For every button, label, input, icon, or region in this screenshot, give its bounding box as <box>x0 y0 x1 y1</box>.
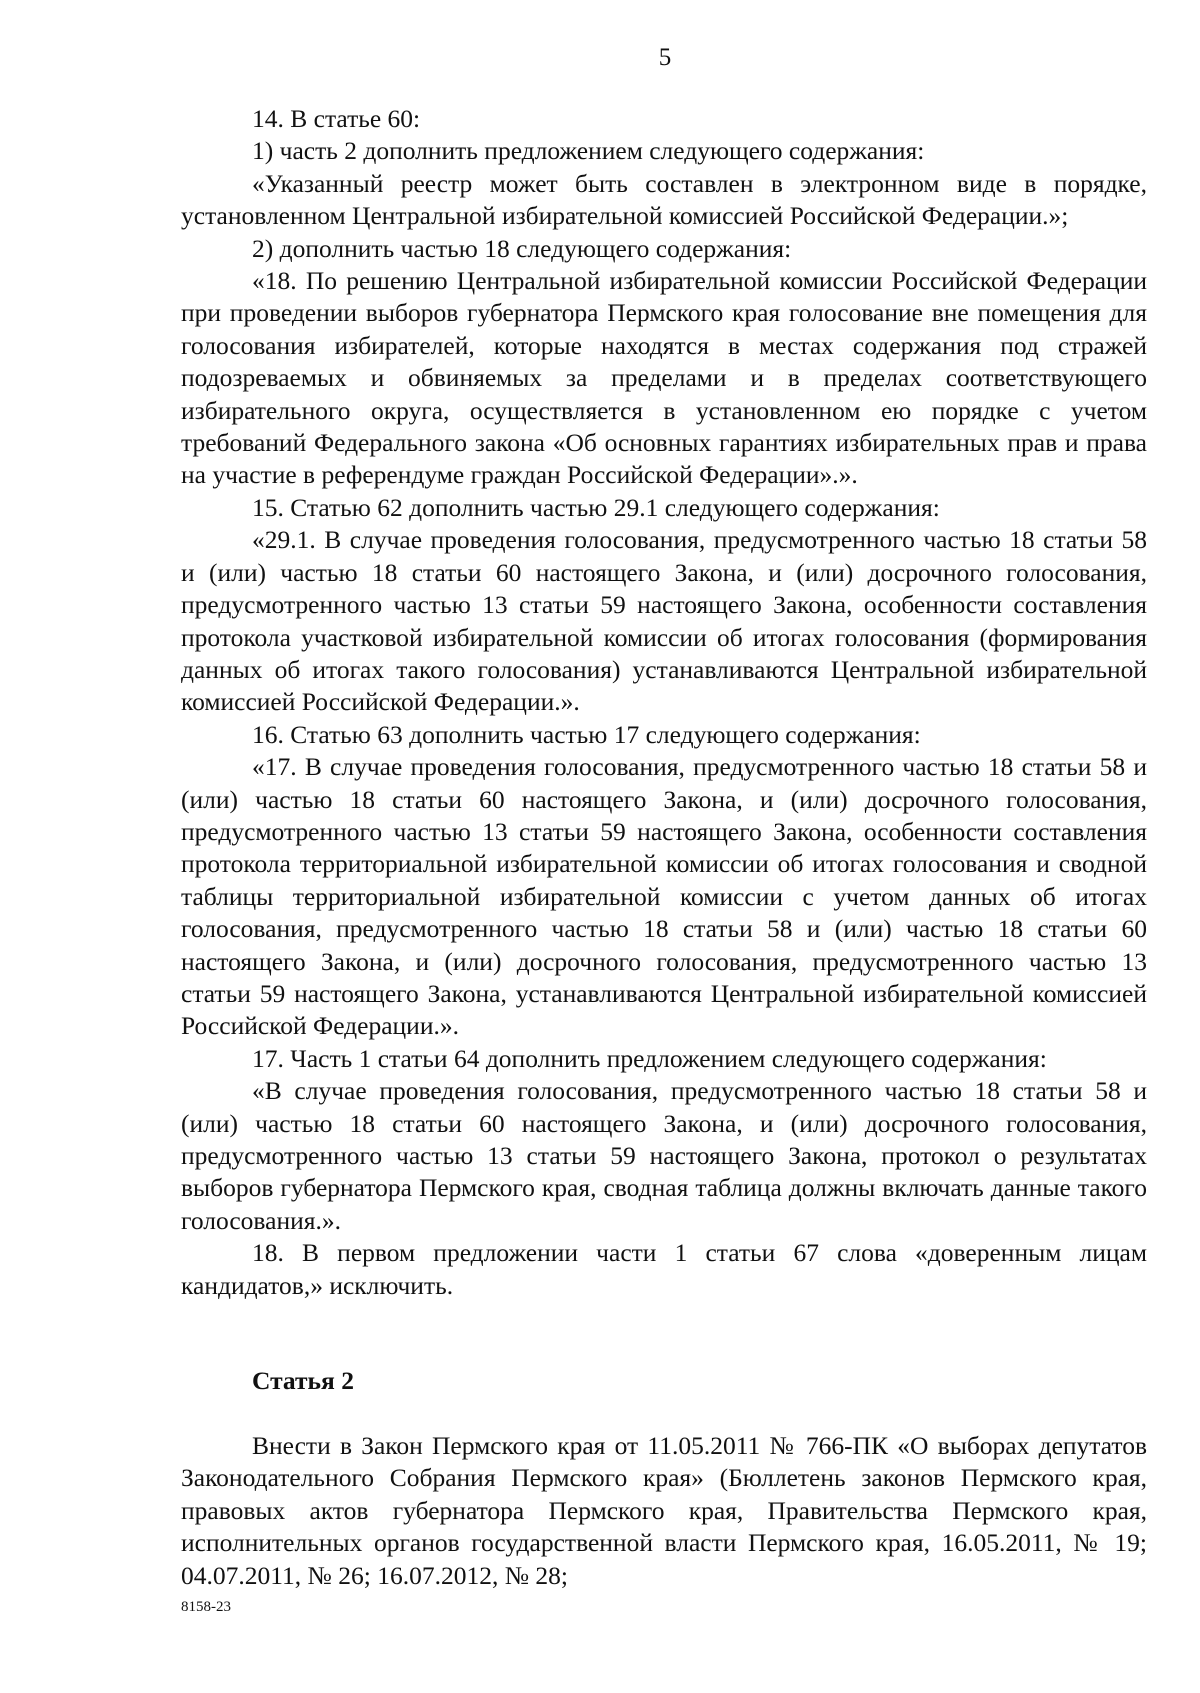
paragraph-subitem-2: 2) дополнить частью 18 следующего содержания: <box>252 233 792 263</box>
paragraph-quote-registry: «Указанный реестр может быть составлен в электронном виде в порядке, установленном Центральной избирательной комиссией Российской Федерации.»; <box>181 168 1147 231</box>
article-2-body <box>181 1430 1147 1592</box>
paragraph-quote-part-18: «18. По решению Центральной избирательной комиссии Российской Федерации при проведении выборов губернатора Пермского края голосование вне помещения для голосования избирателей, которые находятся в местах содержания под стражей подозреваемых и обвиняемых за пределами и в пределах соответствующего избирательного округа, осуществляется в установленном ею порядке с учетом требований Федерального закона «Об основных гарантиях избирательных прав и права на участие в референдуме граждан Российской Федерации».». <box>181 266 1147 490</box>
paragraph-quote-part-17: «17. В случае проведения голосования, предусмотренного частью 18 статьи 58 и (или) частью 18 статьи 60 настоящего Закона, и (или) досрочного голосования, предусмотренного частью 13 статьи 59 настоящего Закона, особенности составления протокола территориальной избирательной комиссии об итогах голосования и сводной таблицы территориальной избирательной комиссии с учетом данных об итогах голосования, предусмотренного частью 18 статьи 58 и (или) частью 18 статьи 60 настоящего Закона, и (или) досрочного голосования, предусмотренного частью 13 статьи 59 настоящего Закона, устанавливаются Центральной избирательной комиссией Российской Федерации.». <box>181 752 1147 1041</box>
page-number: 5 <box>658 44 672 71</box>
paragraph-quote-part-29-1: «29.1. В случае проведения голосования, предусмотренного частью 18 статьи 58 и (или) частью 18 статьи 60 настоящего Закона, и (или) досрочного голосования, предусмотренного частью 13 статьи 59 настоящего Закона, особенности составления протокола участковой избирательной комиссии об итогах голосования (формирования данных об итогах такого голосования) устанавливаются Центральной избирательной комиссией Российской Федерации.». <box>181 525 1147 717</box>
paragraph-item-18: 18. В первом предложении части 1 статьи 67 слова «доверенным лицам кандидатов,» исключить. <box>181 1238 1147 1300</box>
amendments-body <box>181 103 1147 1302</box>
paragraph-item-14: 14. В статье 60: <box>252 104 421 133</box>
paragraph-subitem-1: 1) часть 2 дополнить предложением следующего содержания: <box>252 136 925 166</box>
paragraph-quote-article-64: «В случае проведения голосования, предусмотренного частью 18 статьи 58 и (или) частью 18 статьи 60 настоящего Закона, и (или) досрочного голосования, предусмотренного частью 13 статьи 59 настоящего Закона, протокол о результатах выборов губернатора Пермского края, сводная таблица должны включать данные такого голосования.». <box>181 1076 1147 1235</box>
paragraph-item-16: 16. Статью 63 дополнить частью 17 следующего содержания: <box>252 719 921 749</box>
document-code: 8158-23 <box>181 1599 231 1615</box>
paragraph-article-2: Внести в Закон Пермского края от 11.05.2011 № 766-ПК «О выборах депутатов Законодательного Собрания Пермского края» (Бюллетень законов Пермского края, правовых актов губернатора Пермского края, Правительства Пермского края, исполнительных органов государственной власти Пермского края, 16.05.2011, № 19; 04.07.2011, № 26; 16.07.2012, № 28; <box>181 1431 1147 1590</box>
article-heading: Статья 2 <box>252 1366 354 1395</box>
paragraph-item-15: 15. Статью 62 дополнить частью 29.1 следующего содержания: <box>252 492 940 522</box>
paragraph-item-17: 17. Часть 1 статьи 64 дополнить предложением следующего содержания: <box>252 1043 1047 1073</box>
